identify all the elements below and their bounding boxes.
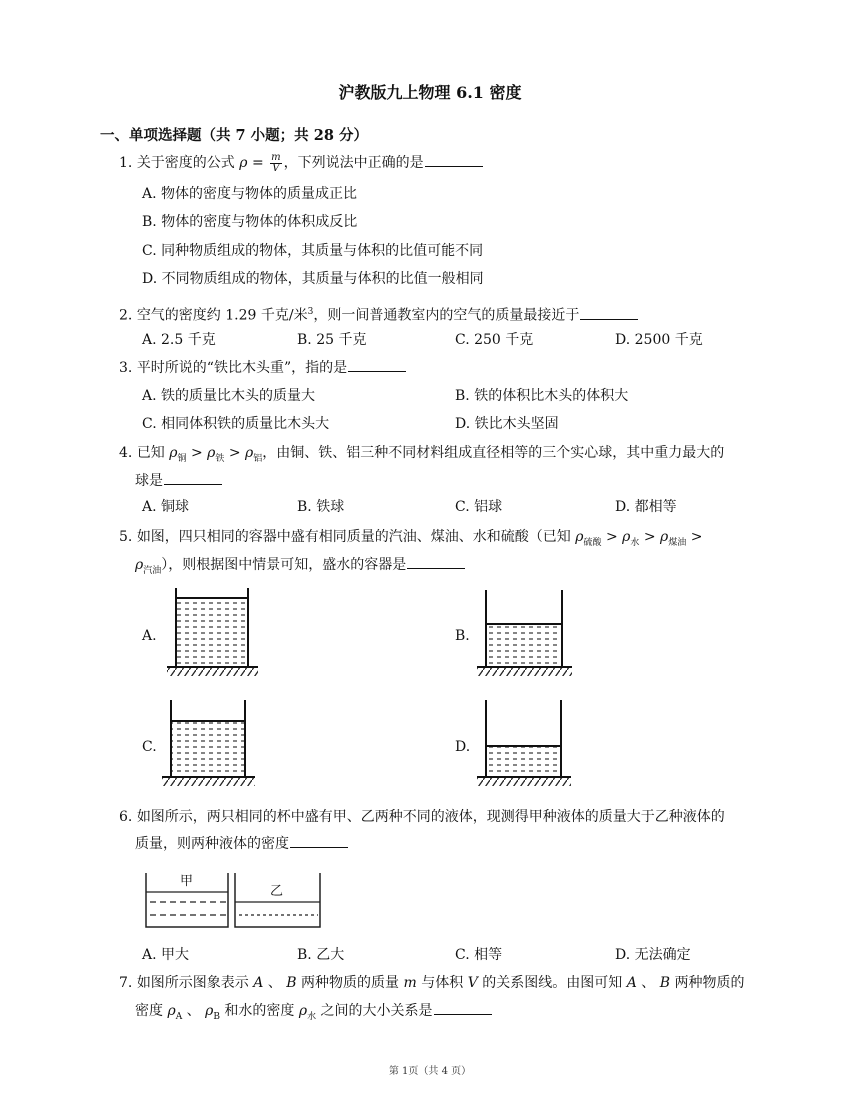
q6-number: 6. (119, 809, 133, 825)
q3-number: 3. (119, 360, 133, 376)
q5-label-c: C. (142, 739, 157, 755)
q6-option-b[interactable]: B. 乙大 (297, 947, 345, 963)
q7-text-b: 两种物质的质量 (296, 975, 404, 991)
q5-sub-kerosene: 煤油 (668, 537, 687, 548)
q4-option-a[interactable]: A. 铜球 (142, 499, 190, 515)
q5-rho-2: ρ (622, 529, 631, 545)
q7-sub-b: B (213, 1011, 220, 1022)
q7-text-e: 两种物质的 (670, 975, 745, 991)
cup-label-jia: 甲 (180, 874, 194, 889)
q7-text-h: 和水的密度 (219, 1003, 299, 1019)
q4-number: 4. (119, 445, 133, 461)
q6-option-a[interactable]: A. 甲大 (142, 947, 190, 963)
q2-superscript: 3 (307, 307, 314, 317)
q5-label-d: D. (455, 739, 471, 755)
q4-rho-1: ρ (169, 445, 178, 461)
q1-text-post: ，下列说法中正确的是 (283, 155, 424, 171)
q1-option-c[interactable]: C. 同种物质组成的物体，其质量与体积的比值可能不同 (142, 243, 484, 259)
q5-sub-water: 水 (630, 537, 640, 548)
q4-text-post: ，由铜、铁、铝三种不同材料组成直径相等的三个实心球，其中重力最大的 (262, 445, 725, 461)
q2-option-a[interactable]: A. 2.5 千克 (142, 332, 216, 348)
q2-option-b[interactable]: B. 25 千克 (297, 332, 367, 348)
q5-gt-3: > (686, 529, 703, 545)
q1-text-pre: 关于密度的公式 (136, 155, 240, 171)
q5-rho-1: ρ (575, 529, 584, 545)
q7-sep-2: 、 (636, 975, 660, 991)
q1-option-d[interactable]: D. 不同物质组成的物体，其质量与体积的比值一般相同 (142, 271, 484, 287)
q7-var-b2: B (659, 975, 671, 991)
q4-option-b[interactable]: B. 铁球 (297, 499, 345, 515)
q1-option-b[interactable]: B. 物体的密度与物体的体积成反比 (142, 214, 358, 230)
q7-var-v: V (467, 975, 478, 991)
q4-text-line2: 球是 (135, 473, 163, 489)
q7-rho-b: ρ (205, 1003, 214, 1019)
q5-number: 5. (119, 529, 133, 545)
container-b[interactable] (477, 590, 572, 676)
q7-sep-1: 、 (263, 975, 287, 991)
q1-equals: = (247, 155, 269, 171)
q4-rho-3: ρ (245, 445, 254, 461)
q7-text-c: 与体积 (416, 975, 468, 991)
q5-gt-2: > (639, 529, 661, 545)
q4-gt-2: > (224, 445, 246, 461)
q6-line-2 (135, 833, 348, 855)
q4-option-c[interactable]: C. 铝球 (455, 499, 503, 515)
q4-option-d[interactable]: D. 都相等 (615, 499, 677, 515)
q5-text-post: ），则根据图中情景可知，盛水的容器是 (161, 557, 407, 573)
q1-frac-den: V (272, 162, 280, 174)
cup-label-yi: 乙 (270, 884, 284, 899)
q7-sub-a: A (175, 1011, 183, 1022)
q5-label-b: B. (455, 628, 470, 644)
q5-sub-gasoline: 汽油 (143, 565, 162, 576)
q4-sub-aluminum: 铝 (253, 453, 263, 464)
q1-number: 1. (119, 155, 133, 171)
container-d[interactable] (477, 700, 571, 786)
q2-option-c[interactable]: C. 250 千克 (455, 332, 534, 348)
q1-option-a[interactable]: A. 物体的密度与物体的质量成正比 (142, 186, 358, 202)
q5-sub-acid: 硫酸 (583, 537, 602, 548)
q5-label-a: A. (142, 628, 157, 644)
container-c[interactable] (162, 700, 255, 786)
q5-rho-3: ρ (660, 529, 669, 545)
q7-line-2 (135, 1000, 492, 1028)
q7-var-a2: A (626, 975, 637, 991)
q7-var-b: B (286, 975, 297, 991)
q3-option-d[interactable]: D. 铁比木头坚固 (455, 416, 559, 432)
q2-text-post: ，则一间普通教室内的空气的质量最接近于 (313, 307, 580, 324)
q6-cups-figure (130, 865, 330, 937)
q7-sub-water: 水 (307, 1011, 317, 1022)
question-7 (119, 972, 745, 994)
q1-rho: ρ (239, 155, 248, 171)
q6-answer-blank[interactable] (290, 833, 348, 848)
q6-option-c[interactable]: C. 相等 (455, 947, 503, 963)
q7-rho-a: ρ (167, 1003, 176, 1019)
q4-sub-iron: 铁 (215, 453, 225, 464)
q5-rho-4: ρ (135, 557, 144, 573)
q3-option-a[interactable]: A. 铁的质量比木头的质量大 (142, 388, 316, 404)
q7-var-a: A (253, 975, 264, 991)
q2-number: 2. (119, 307, 133, 324)
q3-option-c[interactable]: C. 相同体积铁的质量比木头大 (142, 416, 330, 432)
q7-answer-blank[interactable] (434, 1000, 492, 1015)
q7-text-g: 、 (182, 1003, 206, 1019)
q7-rho-water: ρ (298, 1003, 308, 1019)
container-a[interactable] (167, 588, 258, 676)
q4-text-pre: 已知 (136, 445, 170, 461)
q3-option-b[interactable]: B. 铁的体积比木头的体积大 (455, 388, 629, 404)
q5-gt-1: > (601, 529, 623, 545)
q4-sub-copper: 铜 (177, 453, 187, 464)
q6-text-line2: 质量，则两种液体的密度 (135, 836, 289, 852)
q7-number: 7. (119, 975, 133, 991)
q3-text: 平时所说的“铁比木头重”，指的是 (136, 360, 348, 376)
section-heading: 一、单项选择题（共 7 小题；共 28 分） (100, 127, 368, 144)
page-title: 沪教版九上物理 6.1 密度 (338, 83, 522, 102)
q7-text-i: 之间的大小关系是 (316, 1003, 433, 1019)
q7-text-f: 密度 (135, 1003, 168, 1019)
q6-option-d[interactable]: D. 无法确定 (615, 947, 691, 963)
q2-text-pre: 空气的密度约 1.29 千克/米 (136, 307, 308, 324)
q2-option-d[interactable]: D. 2500 千克 (615, 332, 703, 348)
question-6 (119, 806, 725, 828)
q6-text-line1: 如图所示，两只相同的杯中盛有甲、乙两种不同的液体，现测得甲种液体的质量大于乙种液体的 (136, 809, 725, 825)
page-footer: 第 1页（共 4 页） (388, 1066, 472, 1077)
q5-text-pre: 如图，四只相同的容器中盛有相同质量的汽油、煤油、水和硫酸（已知 (136, 529, 576, 545)
q1-frac-num: m (271, 151, 281, 163)
q7-text-d: 的关系图线。由图可知 (477, 975, 627, 991)
q7-text-a: 如图所示图象表示 (136, 975, 254, 991)
q4-gt-1: > (186, 445, 208, 461)
q7-var-m: m (403, 975, 417, 991)
q4-rho-2: ρ (207, 445, 216, 461)
